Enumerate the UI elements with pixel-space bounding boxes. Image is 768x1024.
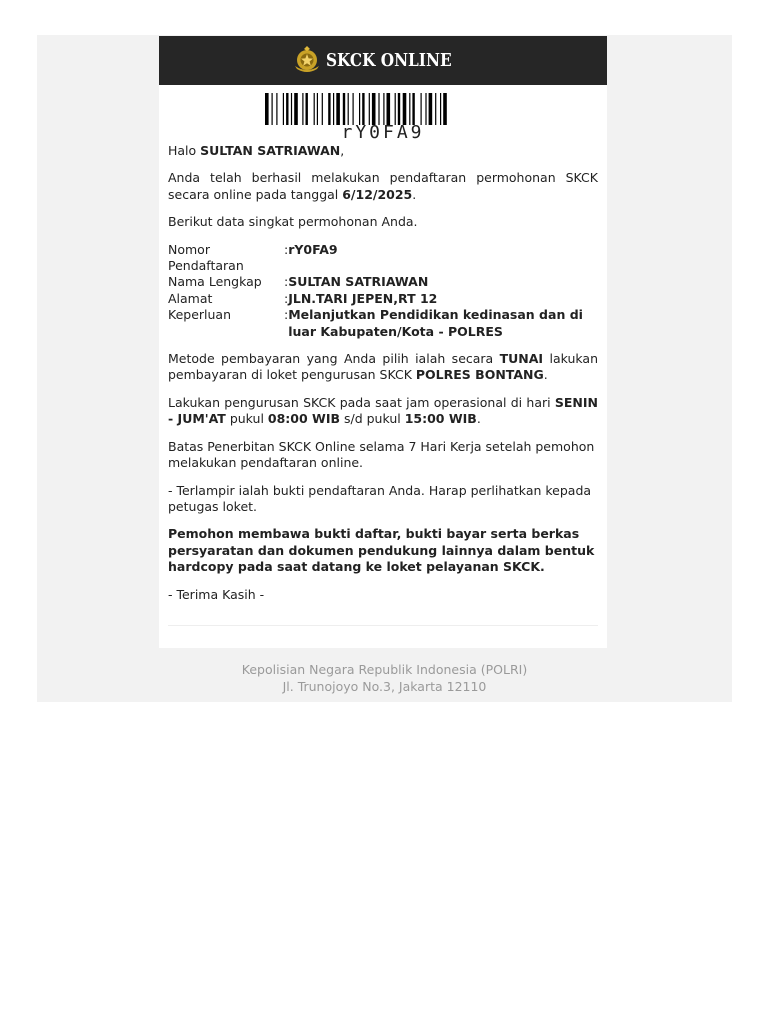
brand-title: SKCK ONLINE (326, 50, 452, 71)
detail-separator: : (284, 241, 289, 257)
detail-separator: : (284, 290, 289, 306)
detail-label: Keperluan (168, 307, 232, 323)
detail-row (168, 242, 598, 275)
hours-text: . (476, 411, 481, 427)
intro-paragraph (168, 170, 598, 203)
deadline-paragraph: Batas Penerbitan SKCK Online selama 7 Hari Kerja setelah pemohon melakukan pendaftaran online. (168, 438, 595, 471)
footer-organization: Kepolisian Negara Republik Indonesia (POLRI) (241, 662, 528, 677)
footer-divider (168, 625, 598, 626)
detail-row (168, 307, 598, 340)
email-body (159, 143, 607, 603)
detail-value (288, 274, 598, 290)
hours-text: Lakukan pengurusan SKCK pada saat jam operasional di hari (168, 394, 555, 410)
detail-value (288, 242, 598, 275)
greeting (168, 143, 598, 159)
detail-separator: : (284, 307, 289, 323)
registration-number: rY0FA9 (288, 241, 338, 257)
closing-time: 15:00 WIB (404, 411, 477, 427)
hours-text: pukul (225, 411, 268, 427)
detail-value (288, 307, 598, 340)
detail-label: Alamat (168, 290, 213, 306)
detail-label: Nomor Pendaftaran (168, 241, 244, 274)
detail-label: Nama Lengkap (168, 274, 262, 290)
detail-row (168, 274, 598, 290)
purpose: Melanjutkan Pendidikan kedinasan dan di luar Kabupaten/Kota - POLRES (288, 307, 583, 339)
greeting-suffix: , (340, 143, 345, 158)
email-footer (37, 661, 732, 695)
email-background (37, 35, 732, 702)
brand (292, 46, 474, 76)
summary-intro: Berikut data singkat permohonan Anda. (168, 214, 418, 230)
police-office: POLRES BONTANG (415, 367, 544, 383)
requirements-notice (168, 526, 598, 575)
payment-paragraph (168, 351, 598, 384)
email-card (159, 36, 607, 648)
barcode-code: rY0FA9 (341, 122, 425, 143)
payment-text: Metode pembayaran yang Anda pilih ialah secara (168, 351, 500, 367)
barcode-image (265, 93, 501, 125)
header-banner (159, 36, 607, 85)
detail-value (288, 291, 598, 307)
closing-text: - Terima Kasih - (168, 586, 265, 602)
detail-separator: : (284, 274, 289, 290)
police-emblem-icon (292, 46, 322, 76)
address: JLN.TARI JEPEN,RT 12 (288, 290, 438, 306)
opening-time: 08:00 WIB (267, 411, 341, 427)
detail-row (168, 291, 598, 307)
registration-details (168, 242, 598, 340)
operating-days: SENIN - JUM'AT (168, 394, 598, 427)
footer-address: Jl. Trunojoyo No.3, Jakarta 12110 (282, 679, 487, 694)
attachment-note: - Terlampir ialah bukti pendaftaran Anda. Harap perlihatkan kepada petugas loket. (168, 482, 592, 514)
greeting-prefix: Halo (168, 143, 201, 158)
barcode-block (159, 93, 607, 143)
requirements-text: Pemohon membawa bukti daftar, bukti bayar serta berkas persyaratan dan dokumen pendukung lainnya dalam bentuk hardcopy pada saat datang ke loket pelayanan SKCK. (168, 526, 595, 575)
payment-text: . (543, 367, 548, 383)
intro-text: Anda telah berhasil melakukan pendaftaran permohonan SKCK secara online pada tanggal (168, 170, 598, 202)
payment-text: lakukan pembayaran di loket pengurusan SKCK (168, 351, 599, 383)
full-name: SULTAN SATRIAWAN (288, 274, 429, 290)
hours-paragraph (168, 395, 598, 428)
intro-end: . (412, 186, 417, 202)
applicant-name: SULTAN SATRIAWAN (200, 143, 341, 158)
registration-date: 6/12/2025 (342, 186, 413, 202)
hours-text: s/d pukul (340, 411, 405, 427)
payment-method: TUNAI (499, 351, 544, 367)
